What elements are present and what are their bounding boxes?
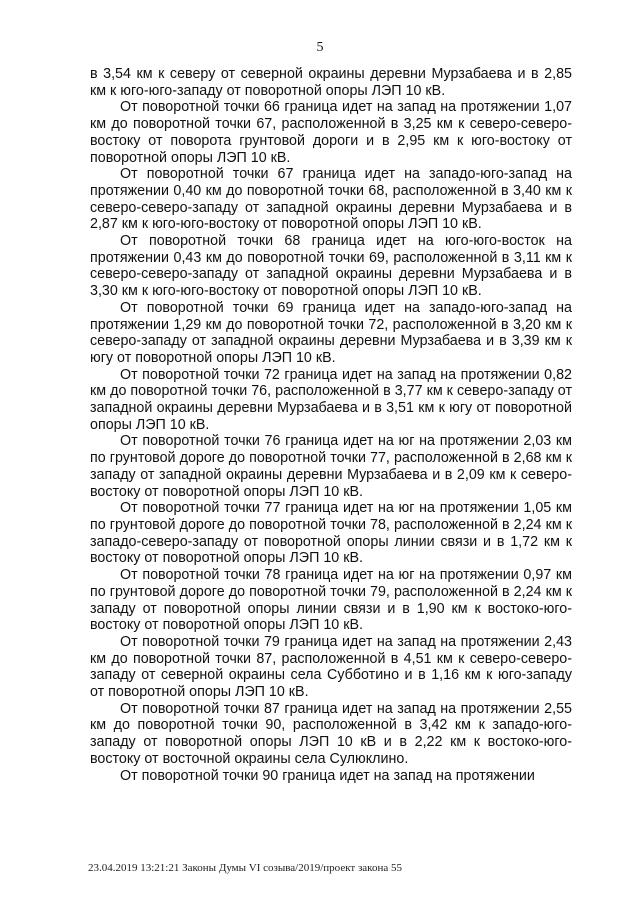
paragraph: От поворотной точки 69 граница идет на западо-юго-запад на протяжении 1,29 км до поворотной точки 72, расположенной в 3,20 км к северо-западу от западной окраины деревни Мурзабаева и в 3,39 км к югу от поворотной опоры ЛЭП 10 кВ. xyxy=(90,299,572,366)
paragraph: От поворотной точки 79 граница идет на запад на протяжении 2,43 км до поворотной точки 87, расположенной в 4,51 км к северо-северо-западу от северной окраины села Субботино и в 1,16 км к юго-западу от поворотной опоры ЛЭП 10 кВ. xyxy=(90,633,572,701)
page-number: 5 xyxy=(316,40,324,55)
document-body xyxy=(90,66,572,784)
paragraph: От поворотной точки 68 граница идет на юго-юго-восток на протяжении 0,43 км до поворотной точки 69, расположенной в 3,11 км к северо-северо-западу от западной окраины деревни Мурзабаева и в 3,30 км к юго-юго-востоку от поворотной опоры ЛЭП 10 кВ. xyxy=(90,233,572,300)
paragraph: От поворотной точки 87 граница идет на запад на протяжении 2,55 км до поворотной точки 90, расположенной в 3,42 км к западо-юго-западу от поворотной опоры ЛЭП 10 кВ и в 2,22 км к востоко-юго-востоку от восточной окраины села Сулюклино. xyxy=(90,700,572,767)
paragraph: От поворотной точки 76 граница идет на юг на протяжении 2,03 км по грунтовой дороге до поворотной точки 77, расположенной в 2,68 км к западу от западной окраины деревни Мурзабаева и в 2,09 км к северо-востоку от поворотной опоры ЛЭП 10 кВ. xyxy=(90,433,572,500)
footer-stamp: 23.04.2019 13:21:21 Законы Думы VI созыва/2019/проект закона 55 xyxy=(88,862,402,874)
paragraph: От поворотной точки 66 граница идет на запад на протяжении 1,07 км до поворотной точки 67, расположенной в 3,25 км к северо-северо-востоку от поворота грунтовой дороги и в 2,95 км к юго-востоку от поворотной опоры ЛЭП 10 кВ. xyxy=(90,99,572,166)
paragraph: От поворотной точки 77 граница идет на юг на протяжении 1,05 км по грунтовой дороге до поворотной точки 78, расположенной в 2,24 км к западо-северо-западу от поворотной опоры линии связи и в 1,72 км к востоку от поворотной опоры ЛЭП 10 кВ. xyxy=(90,500,572,567)
paragraph: От поворотной точки 90 граница идет на запад на протяжении xyxy=(120,767,535,784)
paragraph: в 3,54 км к северу от северной окраины деревни Мурзабаева и в 2,85 км к юго-юго-западу от поворотной опоры ЛЭП 10 кВ. xyxy=(90,66,572,99)
paragraph: От поворотной точки 78 граница идет на юг на протяжении 0,97 км по грунтовой дороге до поворотной точки 79, расположенной в 2,24 км к западу от поворотной опоры линии связи и в 1,90 км к востоко-юго-востоку от поворотной опоры ЛЭП 10 кВ. xyxy=(90,567,572,634)
paragraph: От поворотной точки 72 граница идет на запад на протяжении 0,82 км до поворотной точки 76, расположенной в 3,77 км к северо-западу от западной окраины деревни Мурзабаева и в 3,51 км к югу от поворотной опоры ЛЭП 10 кВ. xyxy=(90,366,572,433)
paragraph: От поворотной точки 67 граница идет на западо-юго-запад на протяжении 0,40 км до поворотной точки 68, расположенной в 3,40 км к северо-северо-западу от западной окраины деревни Мурзабаева и в 2,87 км к юго-юго-востоку от поворотной опоры ЛЭП 10 кВ. xyxy=(90,166,572,233)
